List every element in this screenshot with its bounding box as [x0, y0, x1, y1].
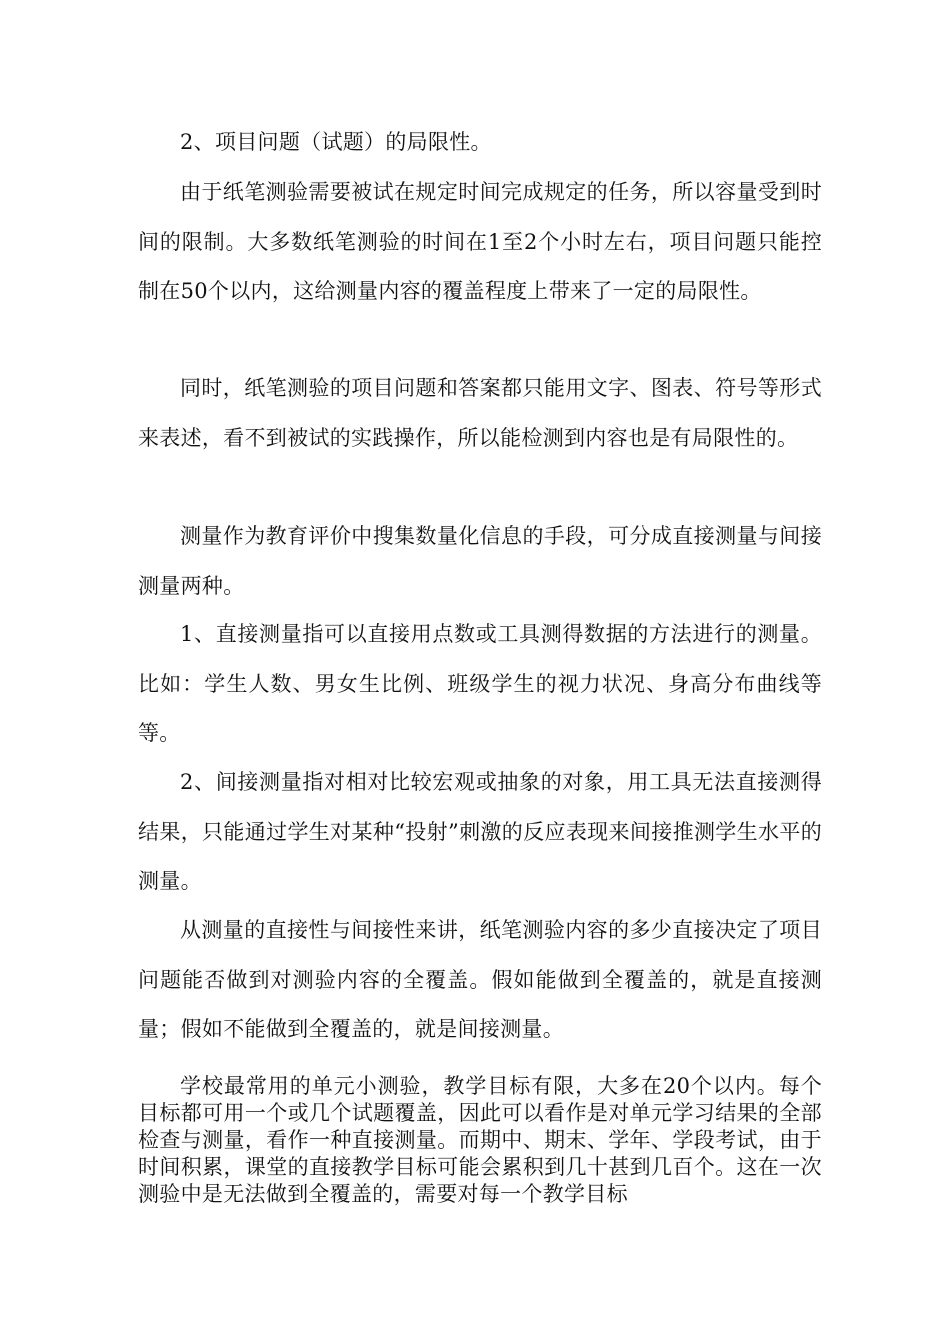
paragraph-unit-test: 学校最常用的单元小测验，教学目标有限，大多在20个以内。每个目标都可用一个或几个试题覆盖，因此可以看作是对单元学习结果的全部检查与测量，看作一种直接测量。而期中、期末、学年、学段考试，由于时间积累，课堂的直接教学目标可能会累积到几十甚到几百个。这在一次测验中是无法做到全覆盖的，需要对每一个教学目标: [138, 1074, 822, 1206]
paragraph-measurement-types: 测量作为教育评价中搜集数量化信息的手段，可分成直接测量与间接测量两种。: [138, 524, 822, 598]
paragraph-expression-form: 同时，纸笔测验的项目问题和答案都只能用文字、图表、符号等形式来表述，看不到被试的实践操作，所以能检测到内容也是有局限性的。: [138, 376, 822, 450]
paragraph-time-capacity: 由于纸笔测验需要被试在规定时间完成规定的任务，所以容量受到时间的限制。大多数纸笔测验的时间在1至2个小时左右，项目问题只能控制在50个以内，这给测量内容的覆盖程度上带来了一定的局限性。: [138, 180, 822, 303]
paragraph-coverage: 从测量的直接性与间接性来讲，纸笔测验内容的多少直接决定了项目问题能否做到对测验内容的全覆盖。假如能做到全覆盖的，就是直接测量；假如不能做到全覆盖的，就是间接测量。: [138, 918, 822, 1041]
paragraph-indirect-measurement: 2、间接测量指对相对比较宏观或抽象的对象，用工具无法直接测得结果，只能通过学生对某种“投射”刺激的反应表现来间接推测学生水平的测量。: [138, 770, 822, 893]
paragraph-item-limitation-heading: 2、项目问题（试题）的局限性。: [180, 130, 492, 154]
paragraph-direct-measurement: 1、直接测量指可以直接用点数或工具测得数据的方法进行的测量。比如：学生人数、男女生比例、班级学生的视力状况、身高分布曲线等等。: [138, 622, 822, 745]
